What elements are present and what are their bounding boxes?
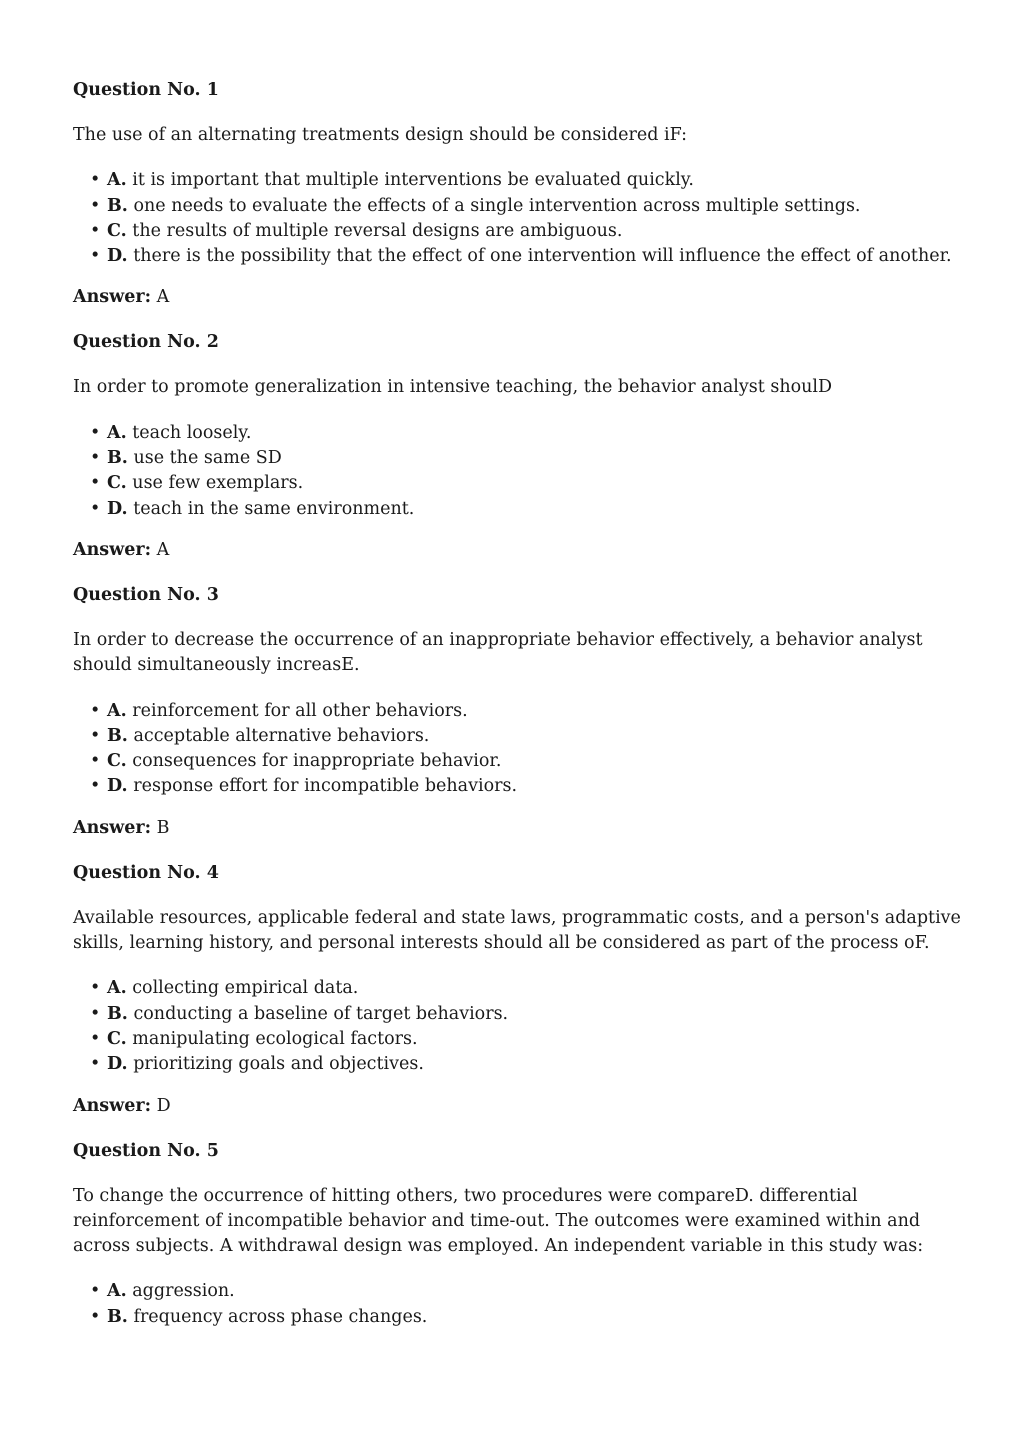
question-5	[73, 1139, 964, 1330]
bullet-icon: •	[90, 1003, 101, 1024]
answer-value: D	[156, 1095, 171, 1116]
option-c	[90, 1027, 964, 1052]
option-d	[90, 244, 964, 269]
option-letter: A.	[107, 700, 127, 721]
options-list	[73, 421, 964, 522]
bullet-icon: •	[90, 170, 101, 191]
option-a	[90, 699, 964, 724]
question-title: Question No. 4	[73, 862, 219, 883]
bullet-icon: •	[90, 422, 101, 443]
option-letter: B.	[107, 1306, 128, 1327]
option-c	[90, 219, 964, 244]
option-text: it is important that multiple interventions be evaluated quickly.	[132, 170, 694, 191]
option-text: there is the possibility that the effect of one intervention will influence the effect of another.	[133, 246, 952, 267]
option-text: acceptable alternative behaviors.	[133, 725, 430, 746]
options-list	[73, 168, 964, 269]
answer-label: Answer:	[73, 539, 152, 560]
option-letter: A.	[107, 1281, 127, 1302]
option-letter: A.	[107, 170, 127, 191]
question-4	[73, 861, 964, 1119]
option-text: use few exemplars.	[132, 473, 304, 494]
option-c	[90, 749, 964, 774]
option-d	[90, 497, 964, 522]
option-letter: A.	[107, 422, 127, 443]
option-text: prioritizing goals and objectives.	[133, 1054, 424, 1075]
question-3	[73, 583, 964, 841]
option-text: conducting a baseline of target behaviors.	[133, 1003, 509, 1024]
option-a	[90, 976, 964, 1001]
answer-label: Answer:	[73, 287, 152, 308]
option-letter: C.	[107, 220, 127, 241]
option-b	[90, 446, 964, 471]
question-title: Question No. 2	[73, 332, 219, 353]
option-a	[90, 421, 964, 446]
option-c	[90, 471, 964, 496]
option-text: use the same SD	[133, 448, 282, 469]
bullet-icon: •	[90, 1281, 101, 1302]
option-text: teach loosely.	[132, 422, 252, 443]
bullet-icon: •	[90, 978, 101, 999]
option-text: aggression.	[132, 1281, 235, 1302]
answer-value: A	[156, 287, 170, 308]
option-text: the results of multiple reversal designs are ambiguous.	[132, 220, 623, 241]
option-letter: B.	[107, 195, 128, 216]
options-list	[73, 976, 964, 1077]
question-text: In order to decrease the occurrence of an inappropriate behavior effectively, a behavior analyst should simultaneously increasE.	[73, 629, 923, 676]
bullet-icon: •	[90, 1306, 101, 1327]
answer-line	[73, 1094, 964, 1119]
question-title: Question No. 1	[73, 80, 219, 100]
option-letter: D.	[107, 246, 128, 267]
bullet-icon: •	[90, 1028, 101, 1049]
option-a	[90, 168, 964, 193]
answer-line	[73, 285, 964, 310]
bullet-icon: •	[90, 448, 101, 469]
bullet-icon: •	[90, 498, 101, 519]
answer-label: Answer:	[73, 817, 152, 838]
bullet-icon: •	[90, 246, 101, 267]
option-letter: D.	[107, 776, 128, 797]
option-text: consequences for inappropriate behavior.	[132, 751, 502, 772]
answer-label: Answer:	[73, 1095, 152, 1116]
option-letter: B.	[107, 725, 128, 746]
question-text: The use of an alternating treatments design should be considered iF:	[73, 125, 688, 145]
answer-value: B	[156, 817, 170, 838]
option-b	[90, 1002, 964, 1027]
option-text: response effort for incompatible behaviors.	[133, 776, 518, 797]
answer-value: A	[156, 539, 170, 560]
question-title: Question No. 3	[73, 584, 219, 605]
option-text: one needs to evaluate the effects of a single intervention across multiple settings.	[133, 195, 861, 216]
bullet-icon: •	[90, 195, 101, 216]
question-2	[73, 330, 964, 562]
bullet-icon: •	[90, 776, 101, 797]
option-text: collecting empirical data.	[132, 978, 359, 999]
option-a	[90, 1279, 964, 1304]
option-d	[90, 1052, 964, 1077]
answer-line	[73, 538, 964, 563]
option-b	[90, 1305, 964, 1330]
option-d	[90, 774, 964, 799]
option-text: manipulating ecological factors.	[132, 1028, 418, 1049]
bullet-icon: •	[90, 725, 101, 746]
option-letter: D.	[107, 498, 128, 519]
question-text: In order to promote generalization in intensive teaching, the behavior analyst shoulD	[73, 377, 833, 398]
option-letter: C.	[107, 751, 127, 772]
option-b	[90, 194, 964, 219]
bullet-icon: •	[90, 220, 101, 241]
option-letter: B.	[107, 448, 128, 469]
bullet-icon: •	[90, 473, 101, 494]
option-text: frequency across phase changes.	[133, 1306, 428, 1327]
answer-line	[73, 816, 964, 841]
option-text: reinforcement for all other behaviors.	[132, 700, 468, 721]
options-list	[73, 1279, 964, 1330]
option-letter: D.	[107, 1054, 128, 1075]
bullet-icon: •	[90, 751, 101, 772]
bullet-icon: •	[90, 1054, 101, 1075]
question-text: To change the occurrence of hitting others, two procedures were compareD. differential reinforcement of incompatible behavior and time-out. The outcomes were examined within and across subjects. A withdrawal design was employed. An independent variable in this study was:	[73, 1185, 924, 1257]
option-text: teach in the same environment.	[133, 498, 415, 519]
option-letter: C.	[107, 473, 127, 494]
option-letter: B.	[107, 1003, 128, 1024]
bullet-icon: •	[90, 700, 101, 721]
option-b	[90, 724, 964, 749]
question-title: Question No. 5	[73, 1140, 219, 1161]
question-text: Available resources, applicable federal and state laws, programmatic costs, and a person's adaptive skills, learning history, and personal interests should all be considered as part of the process oF.	[73, 907, 961, 954]
question-1	[73, 78, 964, 310]
options-list	[73, 699, 964, 800]
option-letter: C.	[107, 1028, 127, 1049]
option-letter: A.	[107, 978, 127, 999]
